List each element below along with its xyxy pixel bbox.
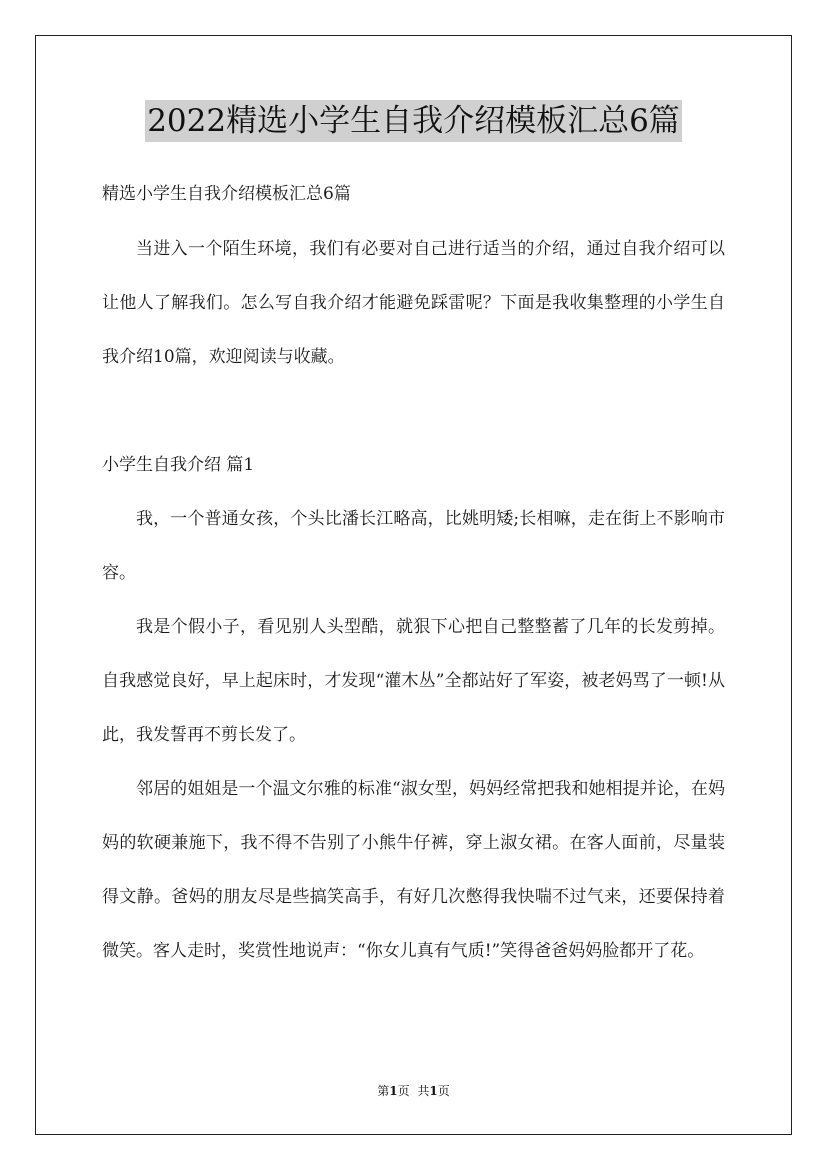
footer-page-suffix: 页 — [397, 1084, 410, 1098]
footer-page-prefix: 第 — [377, 1084, 390, 1098]
title-container — [0, 100, 827, 142]
footer-total-pages: 1 — [429, 1084, 438, 1098]
section-body — [102, 492, 725, 978]
page-footer — [0, 1083, 827, 1099]
body-paragraph-2: 我是个假小子，看见别人头型酷，就狠下心把自己整整蓄了几年的长发剪掉。自我感觉良好，早上起床时，才发现“灌木丛”全都站好了军姿，被老妈骂了一顿!从此，我发誓再不剪长发了。 — [102, 617, 725, 745]
body-paragraph-3: 邻居的姐姐是一个温文尔雅的标准“淑女型，妈妈经常把我和她相提并论，在妈妈的软硬兼施下，我不得不告别了小熊牛仔裤，穿上淑女裙。在客人面前，尽量装得文静。爸妈的朋友尽是些搞笑高手，有好几次憋得我快喘不过气来，还要保持着微笑。客人走时，奖赏性地说声：“你女儿真有气质!”笑得爸爸妈妈脸都开了花。 — [102, 779, 725, 961]
footer-total-prefix: 共 — [417, 1084, 430, 1098]
body-paragraph-1: 我，一个普通女孩，个头比潘长江略高，比姚明矮;长相嘛，走在街上不影响市容。 — [102, 509, 725, 583]
document-title: 2022精选小学生自我介绍模板汇总6篇 — [145, 100, 682, 142]
footer-total-suffix: 页 — [437, 1084, 450, 1098]
intro-paragraph: 当进入一个陌生环境，我们有必要对自己进行适当的介绍，通过自我介绍可以让他人了解我们。怎么写自我介绍才能避免踩雷呢？下面是我收集整理的小学生自我介绍10篇，欢迎阅读与收藏。 — [102, 239, 725, 367]
section-heading: 小学生自我介绍 篇1 — [102, 455, 255, 475]
footer-page-number: 1 — [389, 1084, 398, 1098]
document-subtitle: 精选小学生自我介绍模板汇总6篇 — [102, 184, 351, 204]
intro-section — [102, 222, 725, 384]
